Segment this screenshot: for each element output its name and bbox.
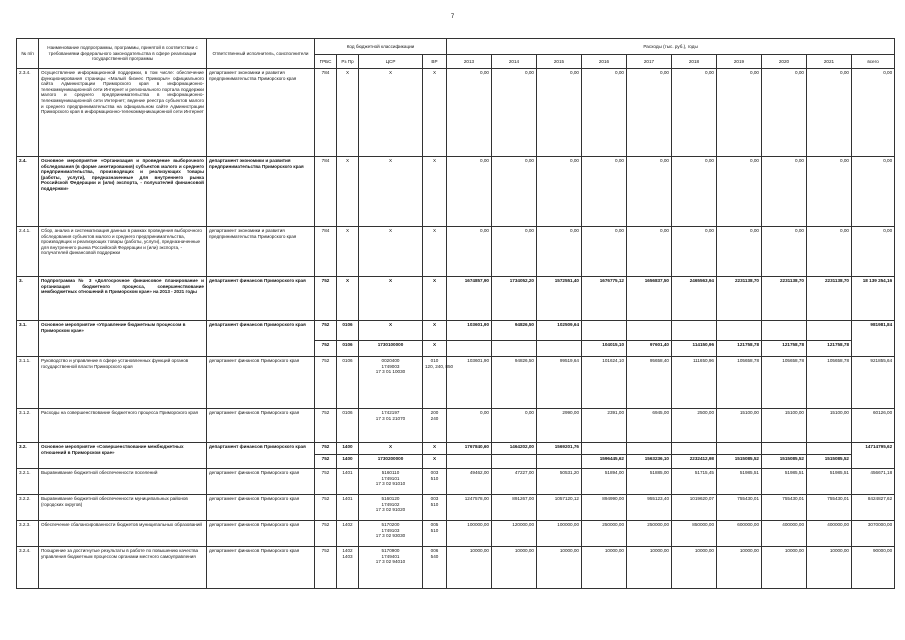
col-name: Наименование подпрограммы, программы, принятой в соответствии с требованиями федерального законодательства в сфере реализации государственной программы	[39, 39, 207, 69]
col-num: № п/п	[17, 39, 39, 69]
table-row: 3. Подпрограмма № 3 «Долгосрочное финансовое планирование и организация бюджетного процесса, совершенствование межбюджетных отношений в Приморском крае» на 2013 - 2021 годы департамент финансов Приморского края 752 X X X 1674857,90 1734052,20 1572551,40 1676775,12 1656837,50 2465563,94 2231138,70 2231138,70 2231138,70 18 139 254,16	[17, 277, 895, 321]
table-row: 3.2.2. Выравнивание бюджетной обеспеченности муниципальных районов (городских округов) департамент финансов Приморского края 752 1401 5160120 1749102 17 3 02 91020 003 510 1247578,00 891267,00 1057120,12 894990,00 955123,40 1019620,07 755430,01 755430,01 755430,01 8424827,62	[17, 495, 895, 521]
table-row: 3.1.1. Руководство и управление в сфере установленных функций органов государственной власти Приморского края департамент финансов Приморского края 752 0106 0020400 1749003 17 3 01 10030 010 120, 240, 850 103601,90 94826,50 99519,64 101624,10 95658,40 111650,96 105658,78 105658,78 105658,78 921855,64	[17, 357, 895, 409]
table-row: 3.2.1. Выравнивание бюджетной обеспеченности поселений департамент финансов Приморского края 752 1401 5160110 1749101 17 3 02 91010 003 510 49462,00 47227,00 50531,20 51894,00 51885,00 51715,45 51985,51 51985,51 51985,51 456671,18	[17, 469, 895, 495]
table-row: 2.4. Основное мероприятие «Организация и проведение выборочного обследования (в форме анкетирования) субъектов малого и среднего предпринимательства, производящих и реализующих товары (работы, услуги), предназначенные для внутреннего рынка Российской Федерации и (или) экспорта, - получателей финансовой поддержки» департамент экономики и развития предпринимательства Приморского края 784 X X X 0,00 0,00 0,00 0,00 0,00 0,00 0,00 0,00 0,00 0,00	[17, 157, 895, 227]
page-number: 7	[450, 14, 455, 20]
col-year: 2014	[492, 55, 537, 69]
col-codes: Код бюджетной классификации	[315, 39, 447, 55]
table-row: 3.2.4. Поощрение за достигнутые результаты в работе по повышению качества управления бюджетным процессом органами местного самоуправления департамент финансов Приморского края 752 1402 1403 5170900 1749401 17 3 02 94010 006 540 10000,00 10000,00 10000,00 10000,00 10000,00 10000,00 10000,00 10000,00 10000,00 90000,00	[17, 547, 895, 589]
col-total: всего	[852, 55, 895, 69]
table-row: 2.3.4. Осуществление информационной поддержки, в том числе: обеспечение функционирования страницы «Малый бизнес Приморья» официального сайта Администрации Приморского края в информационно-телекоммуникационной сети Интернет и регионального портала поддержки малого и среднего предпринимательства в информационно-телекоммуникационной сети Интернет; ведение реестра субъектов малого и среднего предпринимательства на официальном сайте Администрации Приморского края в информационно-телекоммуникационной сети Интернет департамент экономики и развития предпринимательства Приморского края 784 X X X 0,00 0,00 0,00 0,00 0,00 0,00 0,00 0,00 0,00 0,00	[17, 69, 895, 157]
col-grbs: ГРБС	[315, 55, 337, 69]
col-year: 2021	[807, 55, 852, 69]
table-row: 3.1. Основное мероприятие «Управление бюджетным процессом в Приморском крае» департамент финансов Приморского края 752 0106 X X 103601,90 94826,50 102509,64 981981,84	[17, 321, 895, 341]
table-row: 752 1400 1730200000 X 1596445,62 1563236,10 2232412,98 1515085,52 1515085,52 1515085,52	[17, 455, 895, 469]
table-row: 752 0106 1730100000 X 104015,10 97601,40 114150,96 121758,78 121758,78 121758,78	[17, 341, 895, 357]
col-year: 2020	[762, 55, 807, 69]
col-year: 2018	[672, 55, 717, 69]
col-expenses: Расходы (тыс. руб.), годы	[447, 39, 895, 55]
budget-table	[16, 38, 895, 589]
col-year: 2013	[447, 55, 492, 69]
col-year: 2015	[537, 55, 582, 69]
col-csr: ЦСР	[359, 55, 423, 69]
table-row: 3.1.2. Расходы на совершенствование бюджетного процесса Приморского края департамент финансов Приморского края 752 0106 1742197 17 3 01 21070 200 240 0,00 0,00 2990,00 2391,00 6945,00 2500,00 15100,00 15100,00 15100,00 60126,00	[17, 409, 895, 443]
col-year: 2016	[582, 55, 627, 69]
table-row: 3.2.3. Обеспечение сбалансированности бюджетов муниципальных образований департамент финансов Приморского края 752 1402 5170200 1749103 17 3 02 93030 005 510 100000,00 120000,00 100000,00 250000,00 250000,00 850000,00 600000,00 400000,00 400000,00 3070000,00	[17, 521, 895, 547]
col-resp: Ответственный исполнитель, соисполнители	[207, 39, 315, 69]
table-row: 3.2. Основное мероприятие «Совершенствование межбюджетных отношений в Приморском крае» департамент финансов Приморского края 752 1400 X X 1767840,60 1464202,00 1569201,76 14714795,62	[17, 443, 895, 455]
col-year: 2019	[717, 55, 762, 69]
col-vr: ВР	[423, 55, 447, 69]
col-rzpr: Рз Пр	[337, 55, 359, 69]
col-year: 2017	[627, 55, 672, 69]
table-row: 2.4.1. Сбор, анализ и систематизация данных в рамках проведения выборочного обследования субъектов малого и среднего предпринимательства, производящих и реализующих товары (работы, услуги), предназначенные для внутреннего рынка Российской Федерации и (или) экспорта, - получателей финансовой поддержки департамент экономики и развития предпринимательства Приморского края 784 X X X 0,00 0,00 0,00 0,00 0,00 0,00 0,00 0,00 0,00 0,00	[17, 227, 895, 277]
